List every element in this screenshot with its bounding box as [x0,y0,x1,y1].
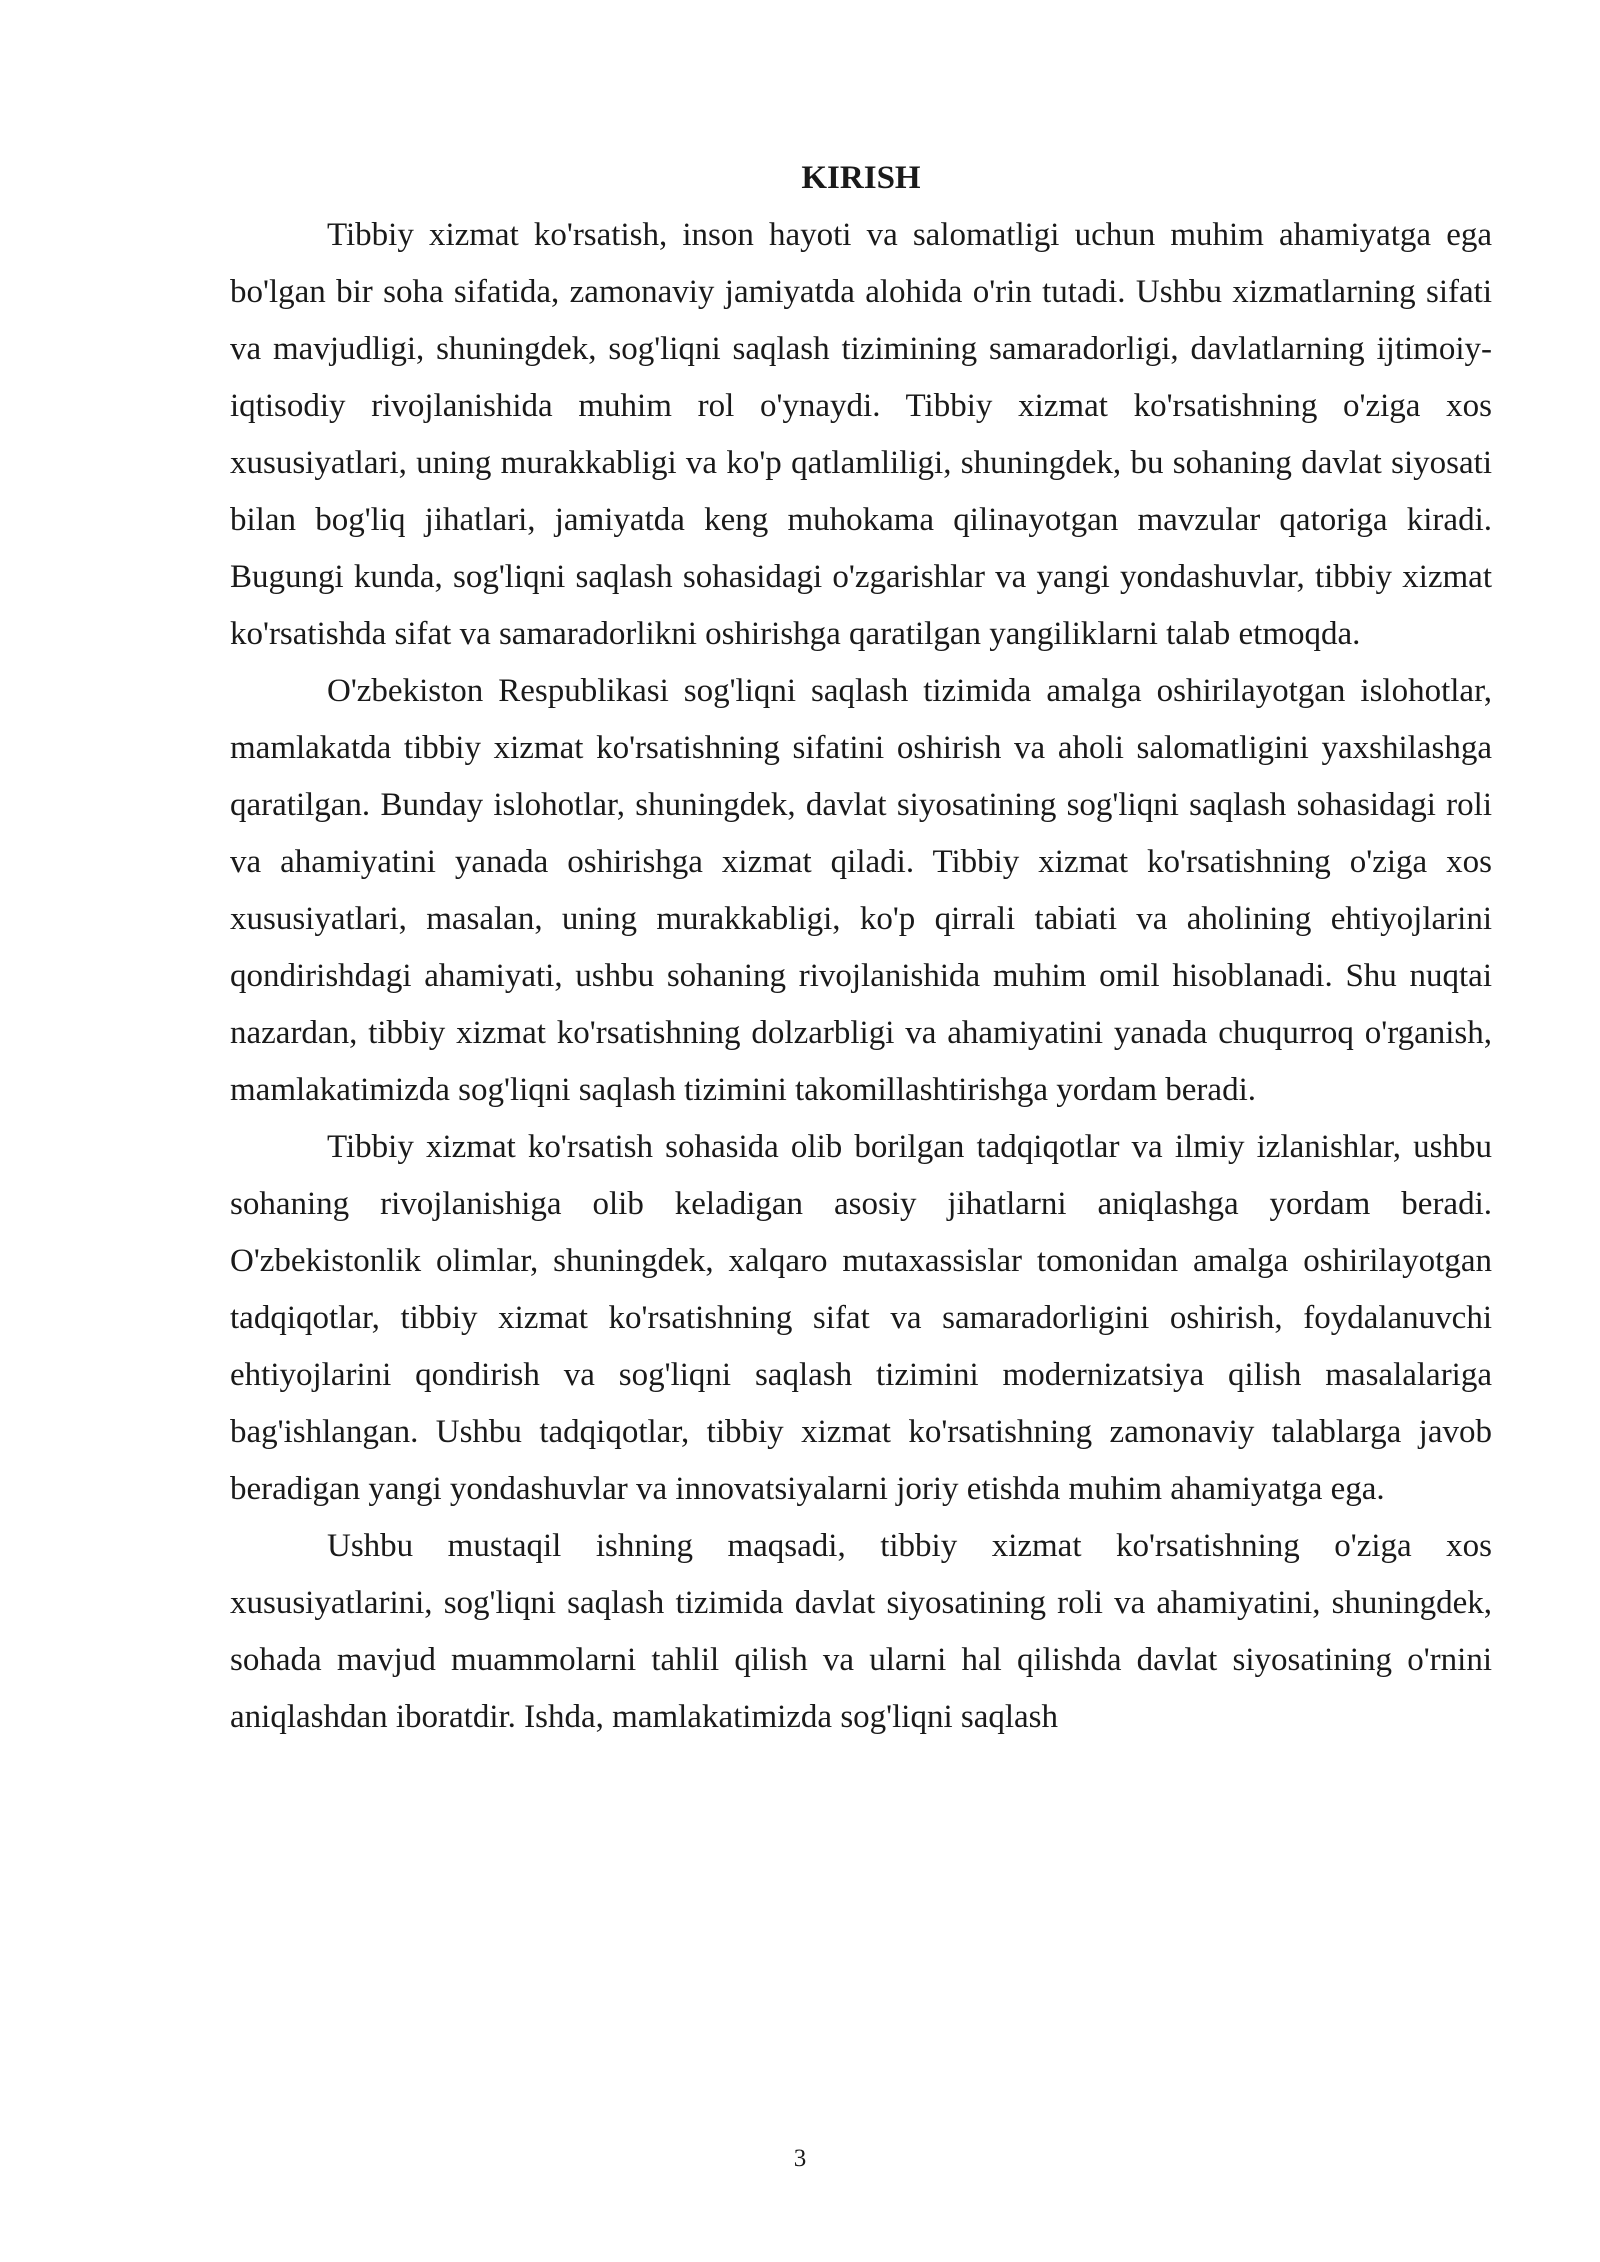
paragraph-1: Tibbiy xizmat ko'rsatish, inson hayoti va salomatligi uchun muhim ahamiyatga ega bo'lgan bir soha sifatida, zamonaviy jamiyatda alohida o'rin tutadi. Ushbu xizmatlarning sifati va mavjudligi, shuningdek, sog'liqni saqlash tizimining samaradorligi, davlatlarning ijtimoiy-iqtisodiy rivojlanishida muhim rol o'ynaydi. Tibbiy xizmat ko'rsatishning o'ziga xos xususiyatlari, uning murakkabligi va ko'p qatlamliligi, shuningdek, bu sohaning davlat siyosati bilan bog'liq jihatlari, jamiyatda keng muhokama qilinayotgan mavzular qatoriga kiradi. Bugungi kunda, sog'liqni saqlash sohasidagi o'zgarishlar va yangi yondashuvlar, tibbiy xizmat ko'rsatishda sifat va samaradorlikni oshirishga qaratilgan yangiliklarni talab etmoqda. [230,217,1492,652]
paragraph-2: O'zbekiston Respublikasi sog'liqni saqlash tizimida amalga oshirilayotgan islohotlar, mamlakatda tibbiy xizmat ko'rsatishning sifatini oshirish va aholi salomatligini yaxshilashga qaratilgan. Bunday islohotlar, shuningdek, davlat siyosatining sog'liqni saqlash sohasidagi roli va ahamiyatini yanada oshirishga xizmat qiladi. Tibbiy xizmat ko'rsatishning o'ziga xos xususiyatlari, masalan, uning murakkabligi, ko'p qirrali tabiati va aholining ehtiyojlarini qondirishdagi ahamiyati, ushbu sohaning rivojlanishida muhim omil hisoblanadi. Shu nuqtai nazardan, tibbiy xizmat ko'rsatishning dolzarbligi va ahamiyatini yanada chuqurroq o'rganish, mamlakatimizda sog'liqni saqlash tizimini takomillashtirishga yordam beradi. [230,673,1492,1108]
page-number: 3 [793,2145,807,2172]
document-page [230,150,1492,1746]
document-title: KIRISH [801,160,921,196]
paragraph-3: Tibbiy xizmat ko'rsatish sohasida olib borilgan tadqiqotlar va ilmiy izlanishlar, ushbu sohaning rivojlanishiga olib keladigan asosiy jihatlarni aniqlashga yordam beradi. O'zbekistonlik olimlar, shuningdek, xalqaro mutaxassislar tomonidan amalga oshirilayotgan tadqiqotlar, tibbiy xizmat ko'rsatishning sifat va samaradorligini oshirish, foydalanuvchi ehtiyojlarini qondirish va sog'liqni saqlash tizimini modernizatsiya qilish masalalariga bag'ishlangan. Ushbu tadqiqotlar, tibbiy xizmat ko'rsatishning zamonaviy talablarga javob beradigan yangi yondashuvlar va innovatsiyalarni joriy etishda muhim ahamiyatga ega. [230,1129,1492,1507]
paragraph-4: Ushbu mustaqil ishning maqsadi, tibbiy xizmat ko'rsatishning o'ziga xos xususiyatlarini, sog'liqni saqlash tizimida davlat siyosatining roli va ahamiyatini, shuningdek, sohada mavjud muammolarni tahlil qilish va ularni hal qilishda davlat siyosatining o'rnini aniqlashdan iboratdir. Ishda, mamlakatimizda sog'liqni saqlash [230,1528,1492,1735]
